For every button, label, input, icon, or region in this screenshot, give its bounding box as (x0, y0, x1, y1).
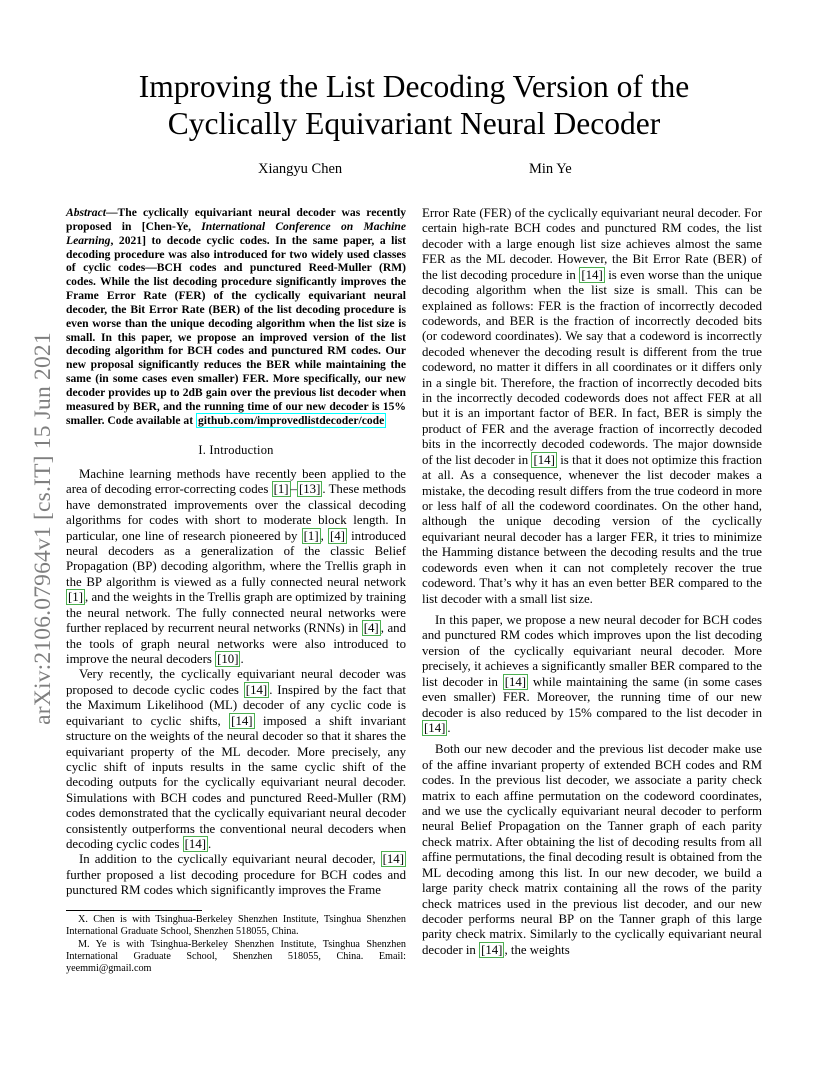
arxiv-stamp (30, 298, 56, 758)
author-2: Min Ye (529, 161, 572, 177)
section-heading: I. Introduction (198, 442, 274, 457)
text-run: further proposed a list decoding procedure for BCH codes and punctured RM codes which significantly improves the Frame (66, 867, 406, 898)
intro-paragraph-1 (66, 467, 406, 667)
abstract-text-1: —The cyclically equivariant neural decoder was recently proposed in [Chen-Ye, (66, 206, 406, 233)
text-run: . (208, 837, 212, 852)
abstract-lead: Abstract (66, 206, 106, 219)
intro-paragraph-2 (66, 667, 406, 852)
text-run: Very recently, the cyclically equivariant neural decoder was proposed to decode cyclic codes (66, 667, 406, 697)
text-run: , and the weights in the Trellis graph are optimized by training the neural network. The fully connected neural networks were further replaced by recurrent neural networks (RNNs) in (66, 590, 406, 636)
citation-link[interactable]: [1] (273, 482, 289, 497)
citation-link[interactable]: [14] (581, 267, 603, 282)
citation-link[interactable]: [13] (298, 482, 321, 497)
citation-link[interactable]: [4] (363, 621, 379, 636)
text-run: introduced neural decoders as a generalization of the classic Belief Propagation (BP) decoding algorithm, where the Trellis graph in the BP algorithm is viewed as a fully connected neural network (66, 528, 407, 589)
author-1: Xiangyu Chen (258, 161, 343, 177)
citation-link[interactable]: [14] (382, 852, 404, 867)
citation-link[interactable]: [1] (303, 528, 319, 543)
text-run: , and the tools of graph neural networks were also introduced to improve the neural decoders (66, 621, 406, 666)
citation-link[interactable]: [14] (504, 674, 527, 689)
citation-link[interactable]: [1] (68, 590, 83, 605)
citation-link[interactable]: [14] (533, 452, 555, 467)
paper-title (90, 68, 738, 142)
text-run: imposed a shift invariant structure on the weights of the neural decoder so that it shares the equivariant property of the ML decoder. More precisely, any cyclic shift of inputs results in the same cyclic shift of the decoding outputs for the cyclically equivariant neural decoder. Simulations with BCH codes and punctured Reed-Muller (RM) codes demonstrated that the cyclically equivariant neural decoder consistently outperforms the conventional neural decoders when decoding cyclic codes (66, 713, 406, 852)
intro-paragraph-4 (422, 206, 762, 607)
footnote-1: X. Chen is with Tsinghua-Berkeley Shenzhen Institute, Tsinghua Shenzhen International Graduate School, Shenzhen 518055, China. (66, 914, 406, 938)
citation-link[interactable]: [14] (245, 682, 268, 697)
text-run: – (290, 482, 297, 497)
citation-link[interactable]: [14] (424, 720, 446, 735)
text-run: , (320, 528, 328, 543)
intro-paragraph-5 (422, 613, 762, 736)
text-run: while maintaining the same (in some cases even smaller) FER. Moreover, the running time of our new decoder is also reduced by 15% compared to the list decoder in (422, 674, 762, 720)
text-run: In addition to the cyclically equivariant neural decoder, (79, 852, 381, 867)
text-run: is that it does not optimize this fraction at all. As a consequence, whenever the list decoder makes a mistake, the decoding result differs from the true codeord in more or less half of all the codeword coordinates. On the other hand, although the unique decoding version of the cyclically equivariant neural decoder has a larger FER, it tries to minimize the Hamming distance between the decoding results and the true codewords even when it can not completely recover the true codeword. That’s why it has an even better BER compared to the list decoder with a small list size. (422, 452, 762, 606)
abstract (66, 206, 406, 428)
footnote-2: M. Ye is with Tsinghua-Berkeley Shenzhen Institute, Tsinghua Shenzhen International Graduate School, Shenzhen 518055, China. Email: yeemmi@gmail.com (66, 938, 406, 975)
right-column (422, 206, 762, 958)
citation-link[interactable]: [14] (231, 713, 253, 728)
citation-link[interactable]: [10] (217, 651, 239, 666)
title-line-1: Improving the List Decoding Version of the (138, 69, 690, 104)
citation-link[interactable]: [14] (184, 837, 207, 852)
text-run: In this paper, we propose a new neural decoder for BCH codes and punctured RM codes which improves upon the list decoding version of the cyclically equivariant neural decoder. More precisely, it achieves a significantly smaller BER compared to the list decoder in (422, 612, 762, 689)
code-link[interactable]: github.com/improvedlistdecoder/code (198, 413, 385, 427)
intro-paragraph-6 (422, 742, 762, 958)
intro-paragraph-3 (66, 852, 406, 898)
left-column (66, 206, 406, 899)
text-run: , the weights (504, 942, 570, 957)
citation-link[interactable]: [14] (481, 942, 503, 957)
abstract-text-2: , 2021] to decode cyclic codes. In the same paper, a list decoding procedure was also introduced for two widely used classes of cyclic codes—BCH codes and punctured Reed-Muller (RM) codes. While the list decoding procedure significantly improves the Frame Error Rate (FER) of the cyclically equivariant neural decoder, the Bit Error Rate (BER) of the list decoding procedure is even worse than the unique decoding algorithm when the list size is small. In this paper, we propose an improved version of the list decoding algorithm for BCH codes and punctured RM codes. Our new proposal significantly reduces the BER while maintaining the same (in some cases even smaller) FER. More specifically, our new decoder provides up to 2dB gain over the previous list decoder when measured by BER, and the running time of our new decoder is 15% smaller. Code available at (66, 233, 406, 427)
title-line-2: Cyclically Equivariant Neural Decoder (167, 106, 661, 141)
citation-link[interactable]: [4] (329, 528, 345, 543)
text-run: . Inspired by the fact that the Maximum Likelihood (ML) decoder of any cyclic code is equivariant to cyclic shifts, (66, 682, 406, 728)
text-run: Error Rate (FER) of the cyclically equivariant neural decoder. For certain high-rate BCH codes and punctured RM codes, the list decoder with a large enough list size achieves almost the same FER as the ML decoder. However, the Bit Error Rate (BER) of the list decoding procedure in (422, 206, 762, 282)
text-run: . (447, 720, 451, 735)
footnote-rule (66, 910, 202, 911)
text-run: Machine learning methods have recently been applied to the area of decoding error-correcting codes (66, 466, 406, 497)
text-run: . These methods have demonstrated improvements over the classical decoding algorithms for codes with short to moderate block length. In particular, one line of research pioneered by (66, 482, 406, 543)
text-run: . (240, 651, 244, 666)
text-run: is even worse than the unique decoding algorithm when the list size is small. This can be explained as follows: FER is the fraction of incorrectly decoded codewords, and BER is the fraction of incorrectly decoded bits (or codeword coordinates). We say that a codeword is incorrectly decoded whenever the decoding result is different from the true codeword, no matter it differs in all coordinates or it differs only in a single bit. Therefore, the fraction of incorrectly decoded bits in the incorrectly decoded codewords does not affect FER at all but it is an important factor of BER. In fact, BER is simply the product of FER and the average fraction of incorrectly decoded bits in the incorrectly decoded codewords. The major downside of the list decoder in (422, 267, 762, 467)
footnotes (66, 914, 406, 975)
abstract-venue: International Conference on Machine Learning (66, 219, 406, 247)
arxiv-id: arXiv:2106.07964v1 [cs.IT] 15 Jun 2021 (29, 331, 56, 725)
text-run: Both our new decoder and the previous list decoder make use of the affine invariant property of extended BCH codes and RM codes. In the previous list decoder, we associate a parity check matrix to each affine permutation on the codeword coordinates, and we use the cyclically equivariant neural decoder to perform neural Belief Propagation on the Tanner graph of each parity check matrix. After obtaining the list of decoding results from all affine permutations, the final decoding result is obtained from the ML decoding among this list. In our new decoder, we build a large parity check matrix containing all the rows of the parity check matrices used in the previous list decoder, and our new decoder performs neural BP on the Tanner graph of this large parity check matrix. Similarly to the cyclically equivariant neural decoder in (422, 742, 762, 957)
